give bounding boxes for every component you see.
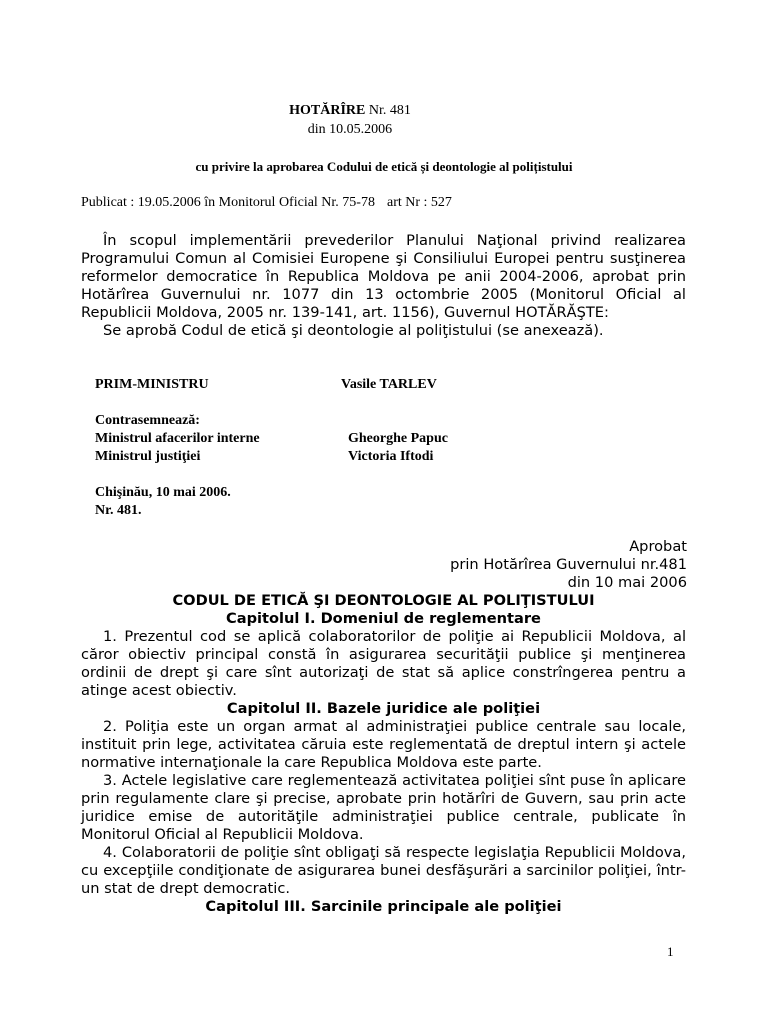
place-and-date: Chişinău, 10 mai 2006. [95,485,231,500]
document-date: din 10.05.2006 [307,122,393,137]
article-1: 1. Prezentul cod se aplică colaboratorilor de poliţie ai Republicii Moldova, al căror obiectiv principal constă în asigurarea securităţii publice şi menţinerea ordinii de drept şi care sînt autorizaţi de stat să aplice constrîngerea pentru a atinge acest obiectiv. [81,628,686,699]
intro-section [81,232,686,340]
chapter-2-title: Capitolul II. Bazele juridice ale poliţiei [226,700,541,717]
title-label: HOTĂRÎRE [289,103,366,118]
interior-minister-name: Gheorghe Papuc [348,431,448,446]
document-subject: cu privire la aprobarea Codului de etică și deontologie al polițistului [195,159,573,174]
article-number: art Nr : 527 [386,195,452,210]
interior-minister-role: Ministrul afacerilor interne [95,431,260,446]
approval-block [287,538,687,592]
publication-text: Publicat : 19.05.2006 în Monitorul Oficial Nr. 75-78 [81,195,375,210]
chapter-3-title: Capitolul III. Sarcinile principale ale poliţiei [205,898,562,915]
prime-minister-role: PRIM-MINISTRU [95,377,209,392]
decision-number: Nr. 481. [95,503,142,518]
justice-minister-role: Ministrul justiţiei [95,449,201,464]
code-title: CODUL DE ETICĂ ŞI DEONTOLOGIE AL POLIŢISTULUI [172,592,595,609]
approval-line-2: prin Hotărîrea Guvernului nr.481 [450,556,687,573]
chapter-1-title: Capitolul I. Domeniul de reglementare [226,610,541,627]
publication-info [81,195,452,211]
intro-paragraph-2: Se aprobă Codul de etică şi deontologie al poliţistului (se anexează). [103,322,604,339]
code-section [81,592,686,916]
approval-line-3: din 10 mai 2006 [567,574,687,591]
title-number: Nr. 481 [365,103,411,118]
intro-paragraph-1: În scopul implementării prevederilor Planului Naţional privind realizarea Programului Comun al Comisiei Europene şi Consiliului Europei pentru susţinerea reformelor democratice în Republica Moldova pe anii 2004-2006, aprobat prin Hotărîrea Guvernului nr. 1077 din 13 octombrie 2005 (Monitorul Oficial al Republicii Moldova, 2005 nr. 139-141, art. 1156), Guvernul HOTĂRĂŞTE: [81,232,686,321]
article-2: 2. Poliţia este un organ armat al administraţiei publice centrale sau locale, instituit prin lege, activitatea căruia este reglementată de dreptul intern şi actele normative internaţionale la care Republica Moldova este parte. [81,718,686,771]
approval-line-1: Aprobat [629,538,687,555]
countersign-label: Contrasemnează: [95,413,200,428]
article-3: 3. Actele legislative care reglementează activitatea poliţiei sînt puse în aplicare prin regulamente clare şi precise, aprobate prin hotărîri de Guvern, sau prin acte juridice emise de autorităţile administraţiei publice centrale, publicate în Monitorul Oficial al Republicii Moldova. [81,772,686,843]
document-title [0,103,700,119]
page-number: 1 [667,944,674,959]
prime-minister-name: Vasile TARLEV [341,377,437,392]
article-4: 4. Colaboratorii de poliţie sînt obligaţi să respecte legislaţia Republicii Moldova, cu excepţiile condiţionate de asigurarea bunei desfăşurări a sarcinilor poliţiei, într-un stat de drept democratic. [81,844,686,897]
justice-minister-name: Victoria Iftodi [348,449,434,464]
